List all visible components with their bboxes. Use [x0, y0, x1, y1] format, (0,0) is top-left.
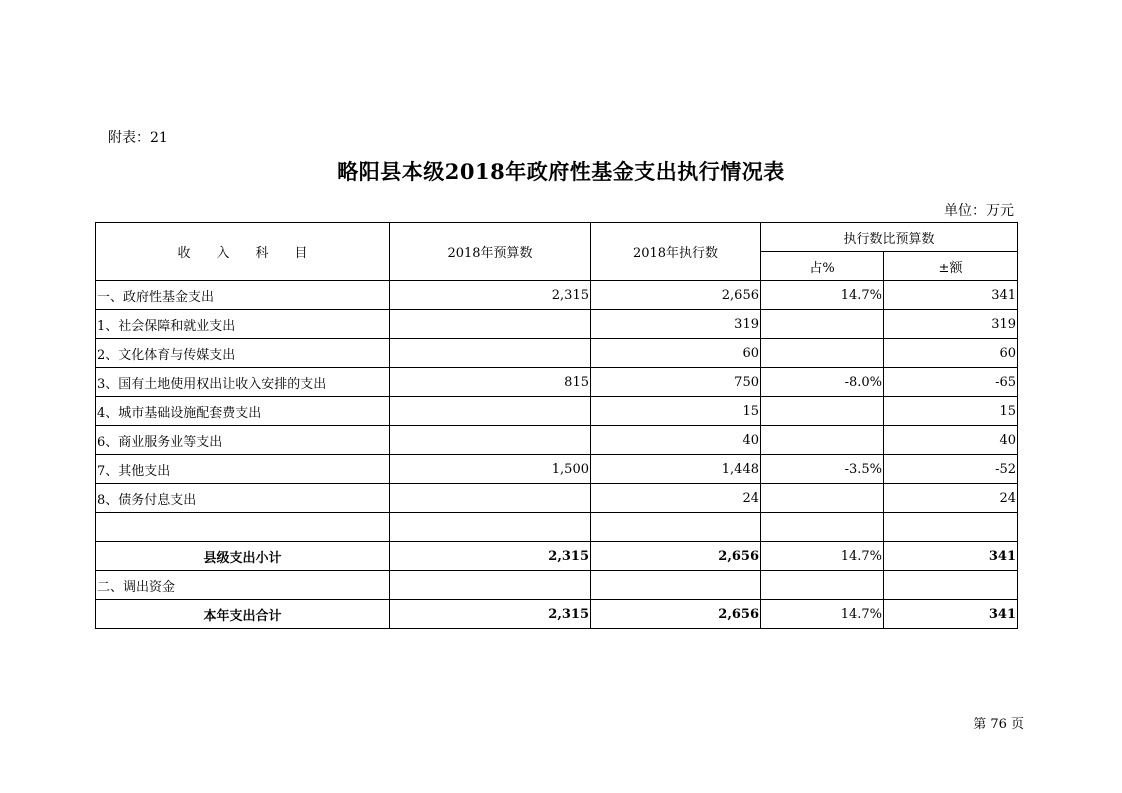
row-actual: 750	[591, 368, 761, 397]
row-actual: 2,656	[591, 281, 761, 310]
header-actual: 2018年执行数	[591, 223, 761, 281]
row-pct	[761, 571, 884, 600]
row-budget: 2,315	[390, 542, 591, 571]
row-budget	[390, 426, 591, 455]
row-budget: 815	[390, 368, 591, 397]
row-actual: 24	[591, 484, 761, 513]
row-pct	[761, 513, 884, 542]
row-pct: 14.7%	[761, 542, 884, 571]
header-diff: ±额	[884, 252, 1018, 281]
row-name	[96, 513, 390, 542]
row-actual: 2,656	[591, 542, 761, 571]
table-row	[96, 339, 1018, 368]
row-pct: -8.0%	[761, 368, 884, 397]
row-pct: 14.7%	[761, 600, 884, 629]
row-diff: -52	[884, 455, 1018, 484]
row-budget: 2,315	[390, 600, 591, 629]
row-actual	[591, 571, 761, 600]
row-diff: 341	[884, 542, 1018, 571]
table-row	[96, 426, 1018, 455]
header-compare: 执行数比预算数	[761, 223, 1018, 252]
document-title: 略阳县本级2018年政府性基金支出执行情况表	[337, 159, 785, 184]
row-diff: 319	[884, 310, 1018, 339]
row-name: 6、商业服务业等支出	[96, 426, 390, 455]
row-name: 8、债务付息支出	[96, 484, 390, 513]
expenditure-table	[95, 222, 1018, 629]
header-pct: 占%	[761, 252, 884, 281]
row-actual: 60	[591, 339, 761, 368]
row-budget: 1,500	[390, 455, 591, 484]
table-row	[96, 397, 1018, 426]
table-row	[96, 455, 1018, 484]
table-row	[96, 484, 1018, 513]
row-pct	[761, 310, 884, 339]
table-row	[96, 368, 1018, 397]
table-row-empty	[96, 513, 1018, 542]
row-diff: 40	[884, 426, 1018, 455]
row-diff: 60	[884, 339, 1018, 368]
row-actual: 40	[591, 426, 761, 455]
attachment-label: 附表：21	[108, 130, 168, 146]
row-name: 二、调出资金	[96, 571, 390, 600]
row-name: 一、政府性基金支出	[96, 281, 390, 310]
header-subject: 收 入 科 目	[96, 223, 390, 281]
row-pct: -3.5%	[761, 455, 884, 484]
row-name: 3、国有土地使用权出让收入安排的支出	[96, 368, 390, 397]
header-budget: 2018年预算数	[390, 223, 591, 281]
row-budget	[390, 484, 591, 513]
row-pct	[761, 484, 884, 513]
table-row	[96, 281, 1018, 310]
row-name: 7、其他支出	[96, 455, 390, 484]
row-actual: 1,448	[591, 455, 761, 484]
table-header-row	[96, 223, 1018, 252]
row-pct: 14.7%	[761, 281, 884, 310]
row-actual: 15	[591, 397, 761, 426]
row-diff: -65	[884, 368, 1018, 397]
table-row	[96, 310, 1018, 339]
row-name: 县级支出小计	[96, 542, 390, 571]
table-row	[96, 571, 1018, 600]
row-pct	[761, 426, 884, 455]
row-budget: 2,315	[390, 281, 591, 310]
row-diff: 341	[884, 281, 1018, 310]
row-diff	[884, 513, 1018, 542]
row-actual: 319	[591, 310, 761, 339]
row-name: 1、社会保障和就业支出	[96, 310, 390, 339]
row-name: 2、文化体育与传媒支出	[96, 339, 390, 368]
row-diff	[884, 571, 1018, 600]
row-budget	[390, 513, 591, 542]
table-row-subtotal	[96, 542, 1018, 571]
row-diff: 15	[884, 397, 1018, 426]
table-row-total	[96, 600, 1018, 629]
row-budget	[390, 397, 591, 426]
unit-label: 单位：万元	[944, 203, 1014, 219]
row-actual	[591, 513, 761, 542]
row-diff: 341	[884, 600, 1018, 629]
page-number: 第 76 页	[973, 717, 1024, 732]
row-name: 4、城市基础设施配套费支出	[96, 397, 390, 426]
row-budget	[390, 571, 591, 600]
row-name: 本年支出合计	[96, 600, 390, 629]
row-budget	[390, 339, 591, 368]
row-pct	[761, 339, 884, 368]
row-diff: 24	[884, 484, 1018, 513]
row-budget	[390, 310, 591, 339]
row-pct	[761, 397, 884, 426]
row-actual: 2,656	[591, 600, 761, 629]
